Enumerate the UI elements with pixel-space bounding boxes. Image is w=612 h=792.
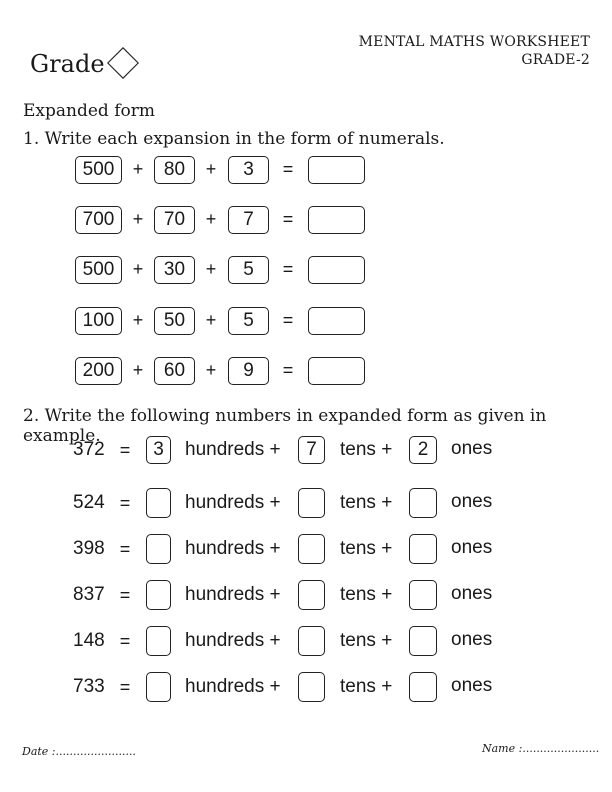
q2-number: 398: [73, 538, 105, 559]
q2-tens-box[interactable]: [298, 672, 325, 702]
equals-sign: =: [119, 631, 131, 651]
plus-sign: +: [132, 360, 144, 380]
q1-ones-box: 3: [228, 156, 269, 184]
tens-label: tens +: [340, 676, 393, 697]
plus-sign: +: [132, 259, 144, 279]
q2-tens-box: 7: [298, 436, 325, 464]
ones-label: ones: [451, 675, 493, 696]
q1-hundreds-box: 700: [75, 206, 122, 234]
ones-label: ones: [451, 629, 493, 650]
q1-hundreds-box: 100: [75, 307, 122, 335]
equals-sign: =: [119, 493, 131, 513]
q1-tens-box: 60: [154, 357, 195, 385]
q2-tens-box[interactable]: [298, 534, 325, 564]
q2-number: 524: [73, 492, 105, 513]
hundreds-label: hundreds +: [185, 676, 281, 697]
tens-label: tens +: [340, 538, 393, 559]
plus-sign: +: [132, 159, 144, 179]
q2-hundreds-box: 3: [146, 436, 171, 464]
plus-sign: +: [132, 209, 144, 229]
q2-number: 148: [73, 630, 105, 651]
worksheet-title: MENTAL MATHS WORKSHEET: [358, 34, 590, 50]
equals-sign: =: [282, 159, 294, 179]
q1-tens-box: 30: [154, 256, 195, 284]
q1-answer-box[interactable]: [308, 156, 365, 184]
q1-ones-box: 9: [228, 357, 269, 385]
equals-sign: =: [119, 677, 131, 697]
q2-number: 837: [73, 584, 105, 605]
q1-ones-box: 5: [228, 256, 269, 284]
q2-ones-box: 2: [409, 436, 437, 464]
plus-sign: +: [205, 360, 217, 380]
name-field[interactable]: Name :......................: [482, 742, 600, 755]
ones-label: ones: [451, 438, 493, 459]
q1-tens-box: 70: [154, 206, 195, 234]
q2-tens-box[interactable]: [298, 626, 325, 656]
equals-sign: =: [282, 310, 294, 330]
tens-label: tens +: [340, 630, 393, 651]
section-title: Expanded form: [23, 101, 155, 121]
plus-sign: +: [205, 209, 217, 229]
plus-sign: +: [205, 259, 217, 279]
tens-label: tens +: [340, 492, 393, 513]
ones-label: ones: [451, 537, 493, 558]
worksheet-grade: GRADE-2: [521, 52, 590, 68]
q1-hundreds-box: 200: [75, 357, 122, 385]
q2-hundreds-box[interactable]: [146, 580, 171, 610]
q2-tens-box[interactable]: [298, 488, 325, 518]
q1-hundreds-box: 500: [75, 256, 122, 284]
q2-hundreds-box[interactable]: [146, 672, 171, 702]
hundreds-label: hundreds +: [185, 492, 281, 513]
grade-label: Grade: [30, 50, 105, 78]
equals-sign: =: [282, 360, 294, 380]
tens-label: tens +: [340, 584, 393, 605]
q2-number: 733: [73, 676, 105, 697]
q1-answer-box[interactable]: [308, 206, 365, 234]
equals-sign: =: [282, 209, 294, 229]
q1-ones-box: 7: [228, 206, 269, 234]
q2-hundreds-box[interactable]: [146, 488, 171, 518]
hundreds-label: hundreds +: [185, 630, 281, 651]
question-2-instruction: 2. Write the following numbers in expanded form as given in example.: [23, 406, 547, 446]
date-field[interactable]: Date :.......................: [22, 745, 136, 758]
q2-ones-box[interactable]: [409, 672, 437, 702]
q1-answer-box[interactable]: [308, 357, 365, 385]
equals-sign: =: [282, 259, 294, 279]
hundreds-label: hundreds +: [185, 538, 281, 559]
q2-ones-box[interactable]: [409, 534, 437, 564]
q1-tens-box: 50: [154, 307, 195, 335]
q1-tens-box: 80: [154, 156, 195, 184]
plus-sign: +: [132, 310, 144, 330]
tens-label: tens +: [340, 439, 393, 460]
q1-ones-box: 5: [228, 307, 269, 335]
hundreds-label: hundreds +: [185, 584, 281, 605]
q2-hundreds-box[interactable]: [146, 626, 171, 656]
ones-label: ones: [451, 583, 493, 604]
q2-number: 372: [73, 439, 105, 460]
equals-sign: =: [119, 585, 131, 605]
q1-answer-box[interactable]: [308, 256, 365, 284]
q2-tens-box[interactable]: [298, 580, 325, 610]
equals-sign: =: [119, 539, 131, 559]
equals-sign: =: [119, 440, 131, 460]
q1-answer-box[interactable]: [308, 307, 365, 335]
plus-sign: +: [205, 159, 217, 179]
question-1-instruction: 1. Write each expansion in the form of numerals.: [23, 129, 445, 149]
grade-diamond-box[interactable]: [107, 47, 139, 79]
plus-sign: +: [205, 310, 217, 330]
q2-ones-box[interactable]: [409, 488, 437, 518]
hundreds-label: hundreds +: [185, 439, 281, 460]
q1-hundreds-box: 500: [75, 156, 122, 184]
q2-ones-box[interactable]: [409, 626, 437, 656]
q2-ones-box[interactable]: [409, 580, 437, 610]
q2-hundreds-box[interactable]: [146, 534, 171, 564]
ones-label: ones: [451, 491, 493, 512]
